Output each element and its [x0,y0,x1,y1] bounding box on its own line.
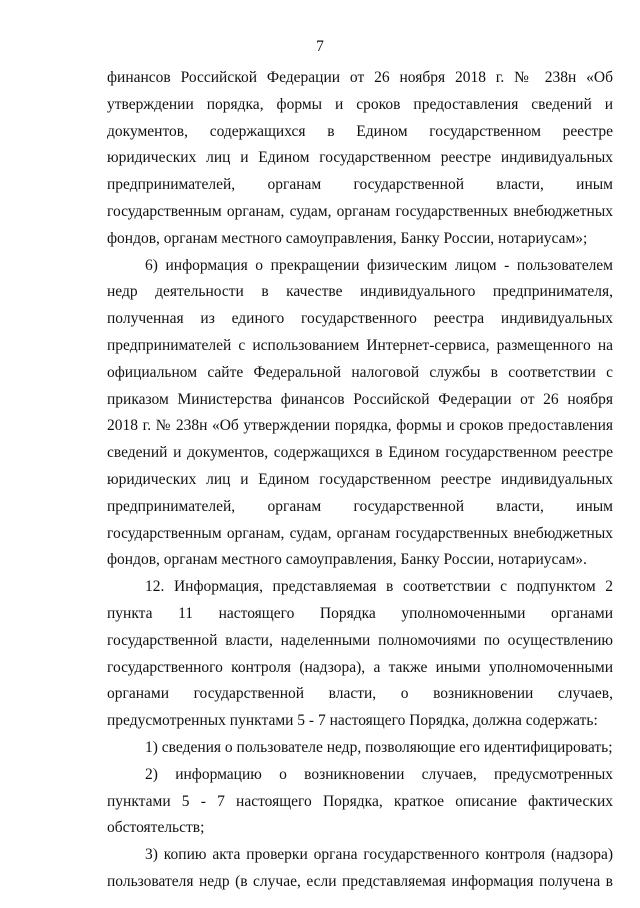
paragraph-item-6: 6) информация о прекращении физическим лицом - пользователем недр деятельности в качестве индивидуального предпринимателя, полученная из единого государственного реестра индивидуальных предпринимателей с использованием Интернет-сервиса, размещенного на официальном сайте Федеральной налоговой службы в соответствии с приказом Министерства финансов Российской Федерации от 26 ноября 2018 г. № 238н «Об утверждении порядка, формы и сроков предоставления сведений и документов, содержащихся в Едином государственном реестре юридических лиц и Едином государственном реестре индивидуальных предпринимателей, органам государственной власти, иным государственным органам, судам, органам государственных внебюджетных фондов, органам местного самоуправления, Банку России, нотариусам». [107,256,613,569]
paragraph-item-3: 3) копию акта проверки органа государственного контроля (надзора) пользователя недр (в случае, если представляемая информация получена в [107,846,613,890]
page-number: 7 [316,38,324,55]
paragraph-continuation: финансов Российской Федерации от 26 ноября 2018 г. № 238н «Об утверждении порядка, формы и сроков предоставления сведений и документов, содержащихся в Едином государственном реестре юридических лиц и Едином государственном реестре индивидуальных предпринимателей, органам государственной власти, иным государственным органам, судам, органам государственных внебюджетных фондов, органам местного самоуправления, Банку России, нотариусам»; [107,69,613,247]
document-body [107,65,613,896]
paragraph-item-2: 2) информацию о возникновении случаев, предусмотренных пунктами 5 - 7 настоящего Порядка, краткое описание фактических обстоятельств; [107,765,613,837]
paragraph-item-1: 1) сведения о пользователе недр, позволяющие его идентифицировать; [145,738,613,756]
paragraph-clause-12: 12. Информация, представляемая в соответствии с подпунктом 2 пункта 11 настоящего Порядка уполномоченными органами государственной власти, наделенными полномочиями по осуществлению государственного контроля (надзора), а также иными уполномоченными органами государственной власти, о возникновении случаев, предусмотренных пунктами 5 - 7 настоящего Порядка, должна содержать: [107,578,613,730]
